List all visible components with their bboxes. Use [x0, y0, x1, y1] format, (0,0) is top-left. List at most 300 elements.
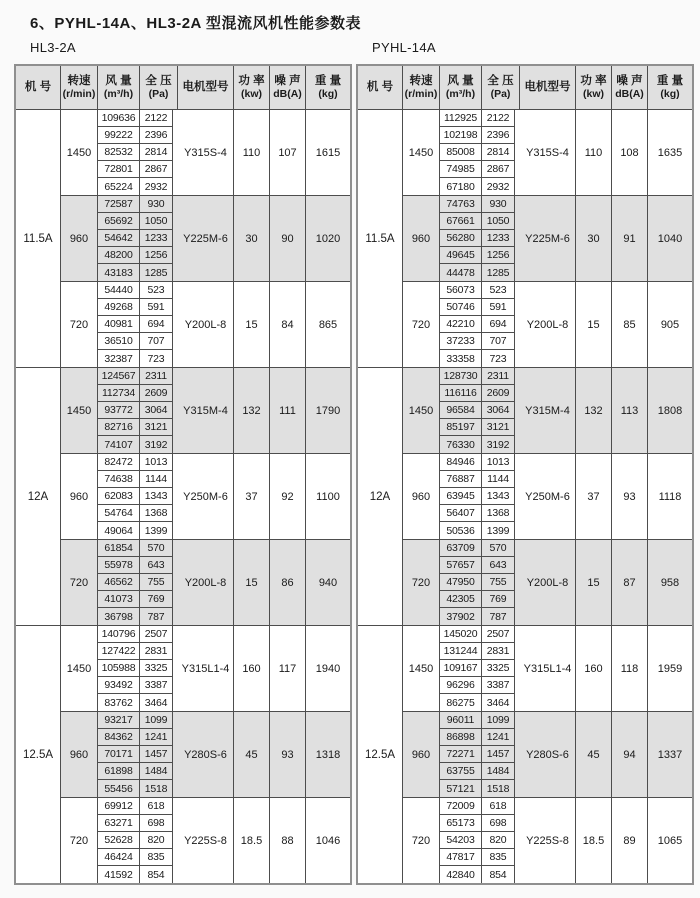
flow-pressure-row	[98, 660, 178, 677]
speed-group-row	[403, 281, 692, 367]
total-pressure-value: 1013	[482, 454, 515, 471]
speed-groups	[403, 626, 692, 883]
air-volume-value: 56280	[440, 230, 482, 247]
flow-pressure-row	[98, 763, 178, 780]
header-speed: 转速 (r/min)	[61, 66, 98, 109]
header-motor-model: 电机型号	[520, 66, 576, 109]
power-cell: 132	[234, 368, 270, 453]
speed-cell: 960	[61, 454, 98, 539]
air-volume-value: 72587	[98, 196, 140, 213]
air-volume-value: 33358	[440, 350, 482, 367]
total-pressure-value: 769	[482, 591, 515, 608]
air-volume-value: 54203	[440, 832, 482, 849]
power-cell: 18.5	[234, 798, 270, 883]
speed-cell: 720	[61, 798, 98, 883]
air-volume-value: 82472	[98, 454, 140, 471]
air-volume-value: 57121	[440, 780, 482, 797]
air-volume-value: 37233	[440, 333, 482, 350]
flow-pressure-row	[98, 643, 178, 660]
motor-model-cell: Y315S-4	[520, 110, 576, 195]
air-volume-value: 76330	[440, 436, 482, 453]
air-volume-value: 93217	[98, 712, 140, 729]
flow-pressure-row	[440, 178, 520, 195]
weight-cell: 1020	[315, 232, 341, 245]
air-volume-value: 109636	[98, 110, 140, 127]
speed-cell: 960	[403, 196, 440, 281]
total-pressure-value: 1343	[140, 488, 173, 505]
total-pressure-value: 1399	[140, 522, 173, 539]
noise-cell: 86	[270, 540, 306, 625]
motor-model-cell: Y200L-8	[178, 540, 234, 625]
air-volume-value: 47817	[440, 849, 482, 866]
speed-cell: 1450	[403, 368, 440, 453]
total-pressure-value: 694	[482, 316, 515, 333]
speed-cell: 720	[61, 540, 98, 625]
weight-cell: 905	[660, 318, 680, 331]
speed-group-row	[61, 195, 350, 281]
air-volume-value: 50746	[440, 299, 482, 316]
motor-model-cell: Y250M-6	[520, 454, 576, 539]
speed-cell: 720	[403, 282, 440, 367]
flow-pressure-row	[440, 677, 520, 694]
power-cell: 45	[576, 712, 612, 797]
speed-group-row	[403, 711, 692, 797]
flow-pressure-row	[98, 591, 178, 608]
flow-pressure-row	[98, 798, 178, 815]
air-volume-value: 84946	[440, 454, 482, 471]
air-volume-value: 36798	[98, 608, 140, 625]
power-cell: 37	[234, 454, 270, 539]
speed-group-row	[403, 453, 692, 539]
power-cell: 110	[576, 110, 612, 195]
machine-block	[16, 367, 350, 625]
air-volume-value: 32387	[98, 350, 140, 367]
power-cell: 15	[234, 540, 270, 625]
air-volume-value: 72271	[440, 746, 482, 763]
flow-pressure-row	[440, 729, 520, 746]
air-volume-value: 65224	[98, 178, 140, 195]
air-volume-value: 56407	[440, 505, 482, 522]
flow-pressure-row	[98, 505, 178, 522]
air-volume-value: 85197	[440, 419, 482, 436]
total-pressure-value: 1399	[482, 522, 515, 539]
header-speed: 转速 (r/min)	[403, 66, 440, 109]
flow-pressure-row	[98, 178, 178, 195]
air-volume-value: 83762	[98, 694, 140, 711]
machine-number-cell: 12A	[358, 368, 403, 625]
total-pressure-value: 1484	[140, 763, 173, 780]
power-cell: 15	[234, 282, 270, 367]
total-pressure-value: 523	[482, 282, 515, 299]
flow-pressure-row	[440, 196, 520, 213]
total-pressure-value: 2831	[482, 643, 515, 660]
flow-pressure-row	[440, 385, 520, 402]
air-volume-value: 49268	[98, 299, 140, 316]
total-pressure-value: 2396	[140, 127, 173, 144]
flow-pressure-row	[98, 866, 178, 883]
flow-pressure-strip	[98, 798, 178, 883]
total-pressure-value: 2814	[482, 144, 515, 161]
air-volume-value: 65692	[98, 213, 140, 230]
speed-cell: 720	[403, 798, 440, 883]
machine-number-cell: 11.5A	[16, 110, 61, 367]
total-pressure-value: 1099	[140, 712, 173, 729]
speed-group-row	[61, 626, 350, 711]
total-pressure-value: 769	[140, 591, 173, 608]
flow-pressure-strip	[440, 798, 520, 883]
air-volume-value: 74763	[440, 196, 482, 213]
noise-cell: 111	[270, 368, 306, 453]
total-pressure-value: 854	[482, 866, 515, 883]
power-cell: 110	[234, 110, 270, 195]
flow-pressure-row	[98, 832, 178, 849]
speed-group-row	[61, 453, 350, 539]
header-noise: 噪 声 dB(A)	[270, 66, 306, 109]
performance-table-pyhl-14a	[356, 64, 694, 885]
air-volume-value: 44478	[440, 264, 482, 281]
total-pressure-value: 643	[482, 557, 515, 574]
flow-pressure-row	[440, 333, 520, 350]
air-volume-value: 72801	[98, 161, 140, 178]
noise-cell: 118	[612, 626, 648, 711]
flow-pressure-strip	[98, 110, 178, 195]
flow-pressure-row	[98, 282, 178, 299]
total-pressure-value: 3064	[140, 402, 173, 419]
power-cell: 37	[576, 454, 612, 539]
total-pressure-value: 1518	[482, 780, 515, 797]
total-pressure-value: 1099	[482, 712, 515, 729]
air-volume-value: 55978	[98, 557, 140, 574]
total-pressure-value: 854	[140, 866, 173, 883]
air-volume-value: 63709	[440, 540, 482, 557]
total-pressure-value: 1285	[482, 264, 515, 281]
flow-pressure-row	[440, 505, 520, 522]
flow-pressure-strip	[440, 196, 520, 281]
flow-pressure-row	[440, 213, 520, 230]
flow-pressure-row	[98, 557, 178, 574]
total-pressure-value: 591	[482, 299, 515, 316]
speed-cell: 1450	[61, 368, 98, 453]
speed-groups	[61, 626, 350, 883]
speed-group-row	[61, 110, 350, 195]
total-pressure-value: 2867	[140, 161, 173, 178]
air-volume-value: 99222	[98, 127, 140, 144]
air-volume-value: 128730	[440, 368, 482, 385]
air-volume-value: 84362	[98, 729, 140, 746]
air-volume-value: 112734	[98, 385, 140, 402]
total-pressure-value: 1050	[140, 213, 173, 230]
weight-cell: 1040	[657, 232, 683, 245]
air-volume-value: 74638	[98, 471, 140, 488]
flow-pressure-row	[98, 333, 178, 350]
total-pressure-value: 930	[140, 196, 173, 213]
total-pressure-value: 1518	[140, 780, 173, 797]
noise-cell: 92	[270, 454, 306, 539]
air-volume-value: 140796	[98, 626, 140, 643]
air-volume-value: 86275	[440, 694, 482, 711]
flow-pressure-row	[440, 815, 520, 832]
weight-cell: 1118	[658, 490, 682, 503]
table-body-pyhl-14a	[358, 110, 692, 883]
power-cell: 30	[576, 196, 612, 281]
performance-table-hl3-2a	[14, 64, 352, 885]
air-volume-value: 105988	[98, 660, 140, 677]
weight-cell: 1337	[657, 748, 683, 761]
speed-cell: 960	[61, 196, 98, 281]
total-pressure-value: 2311	[482, 368, 515, 385]
air-volume-value: 109167	[440, 660, 482, 677]
total-pressure-value: 3192	[140, 436, 173, 453]
machine-number-cell: 12.5A	[358, 626, 403, 883]
air-volume-value: 48200	[98, 247, 140, 264]
weight-cell: 958	[660, 576, 680, 589]
flow-pressure-row	[440, 866, 520, 883]
power-cell: 160	[576, 626, 612, 711]
header-noise: 噪 声 dB(A)	[612, 66, 648, 109]
total-pressure-value: 1484	[482, 763, 515, 780]
total-pressure-value: 1144	[140, 471, 173, 488]
header-weight: 重 量 (kg)	[656, 74, 684, 101]
flow-pressure-row	[98, 316, 178, 333]
total-pressure-value: 707	[140, 333, 173, 350]
total-pressure-value: 3464	[482, 694, 515, 711]
flow-pressure-row	[98, 161, 178, 178]
flow-pressure-row	[98, 471, 178, 488]
motor-model-cell: Y225M-6	[178, 196, 234, 281]
total-pressure-value: 787	[482, 608, 515, 625]
flow-pressure-row	[98, 213, 178, 230]
total-pressure-value: 835	[140, 849, 173, 866]
speed-group-row	[61, 797, 350, 883]
header-weight: 重 量 (kg)	[314, 74, 342, 101]
flow-pressure-strip	[98, 626, 178, 711]
flow-pressure-row	[440, 436, 520, 453]
flow-pressure-row	[98, 436, 178, 453]
total-pressure-value: 3121	[140, 419, 173, 436]
flow-pressure-row	[98, 540, 178, 557]
flow-pressure-row	[440, 540, 520, 557]
header-total-pressure: 全 压 (Pa)	[482, 66, 520, 109]
table-header-row	[16, 66, 350, 110]
total-pressure-value: 1013	[140, 454, 173, 471]
air-volume-value: 74107	[98, 436, 140, 453]
motor-model-cell: Y315M-4	[520, 368, 576, 453]
total-pressure-value: 1285	[140, 264, 173, 281]
motor-model-cell: Y200L-8	[520, 282, 576, 367]
machine-block	[358, 625, 692, 883]
flow-pressure-row	[440, 282, 520, 299]
flow-pressure-strip	[440, 712, 520, 797]
speed-group-row	[61, 368, 350, 453]
speed-cell: 1450	[403, 626, 440, 711]
flow-pressure-row	[98, 110, 178, 127]
header-total-pressure: 全 压 (Pa)	[140, 66, 178, 109]
flow-pressure-row	[440, 694, 520, 711]
speed-cell: 720	[61, 282, 98, 367]
flow-pressure-row	[98, 746, 178, 763]
total-pressure-value: 570	[482, 540, 515, 557]
power-cell: 132	[576, 368, 612, 453]
total-pressure-value: 930	[482, 196, 515, 213]
header-air-volume: 风 量 (m³/h)	[440, 66, 482, 109]
flow-pressure-row	[440, 660, 520, 677]
weight-cell: 1046	[315, 834, 341, 847]
flow-pressure-row	[98, 488, 178, 505]
machine-number-cell: 12.5A	[16, 626, 61, 883]
noise-cell: 113	[612, 368, 648, 453]
total-pressure-value: 2396	[482, 127, 515, 144]
flow-pressure-row	[440, 488, 520, 505]
total-pressure-value: 1241	[140, 729, 173, 746]
flow-pressure-row	[440, 522, 520, 539]
speed-group-row	[61, 539, 350, 625]
total-pressure-value: 2311	[140, 368, 173, 385]
weight-cell: 865	[318, 318, 338, 331]
motor-model-cell: Y250M-6	[178, 454, 234, 539]
flow-pressure-row	[98, 815, 178, 832]
flow-pressure-row	[440, 350, 520, 367]
air-volume-value: 42305	[440, 591, 482, 608]
air-volume-value: 56073	[440, 282, 482, 299]
total-pressure-value: 1368	[482, 505, 515, 522]
flow-pressure-row	[440, 247, 520, 264]
speed-cell: 960	[61, 712, 98, 797]
noise-cell: 107	[270, 110, 306, 195]
total-pressure-value: 3121	[482, 419, 515, 436]
total-pressure-value: 1343	[482, 488, 515, 505]
air-volume-value: 57657	[440, 557, 482, 574]
machine-number-cell: 11.5A	[358, 110, 403, 367]
flow-pressure-row	[98, 694, 178, 711]
total-pressure-value: 1233	[140, 230, 173, 247]
total-pressure-value: 2507	[140, 626, 173, 643]
page-title: 6、PYHL-14A、HL3-2A 型混流风机性能参数表	[30, 15, 361, 32]
flow-pressure-strip	[98, 454, 178, 539]
total-pressure-value: 643	[140, 557, 173, 574]
header-motor-model: 电机型号	[178, 66, 234, 109]
machine-block	[358, 367, 692, 625]
air-volume-value: 46424	[98, 849, 140, 866]
air-volume-value: 65173	[440, 815, 482, 832]
air-volume-value: 102198	[440, 127, 482, 144]
total-pressure-value: 3192	[482, 436, 515, 453]
noise-cell: 93	[612, 454, 648, 539]
speed-cell: 1450	[61, 110, 98, 195]
air-volume-value: 42210	[440, 316, 482, 333]
flow-pressure-row	[440, 746, 520, 763]
air-volume-value: 40981	[98, 316, 140, 333]
total-pressure-value: 787	[140, 608, 173, 625]
speed-group-row	[403, 368, 692, 453]
motor-model-cell: Y225S-8	[178, 798, 234, 883]
total-pressure-value: 723	[482, 350, 515, 367]
weight-cell: 1100	[316, 490, 340, 503]
weight-cell: 1318	[315, 748, 341, 761]
air-volume-value: 93772	[98, 402, 140, 419]
motor-model-cell: Y200L-8	[520, 540, 576, 625]
total-pressure-value: 755	[140, 574, 173, 591]
air-volume-value: 145020	[440, 626, 482, 643]
flow-pressure-row	[98, 230, 178, 247]
flow-pressure-row	[440, 368, 520, 385]
total-pressure-value: 698	[140, 815, 173, 832]
air-volume-value: 61898	[98, 763, 140, 780]
table-body-hl3-2a	[16, 110, 350, 883]
flow-pressure-row	[98, 849, 178, 866]
speed-group-row	[403, 195, 692, 281]
flow-pressure-row	[440, 643, 520, 660]
flow-pressure-row	[98, 626, 178, 643]
air-volume-value: 36510	[98, 333, 140, 350]
air-volume-value: 96584	[440, 402, 482, 419]
speed-groups	[403, 368, 692, 625]
air-volume-value: 82716	[98, 419, 140, 436]
air-volume-value: 76887	[440, 471, 482, 488]
air-volume-value: 50536	[440, 522, 482, 539]
flow-pressure-strip	[440, 110, 520, 195]
total-pressure-value: 2609	[482, 385, 515, 402]
weight-cell: 1065	[657, 834, 683, 847]
flow-pressure-row	[440, 110, 520, 127]
flow-pressure-row	[440, 230, 520, 247]
motor-model-cell: Y280S-6	[520, 712, 576, 797]
header-machine-no: 机 号	[358, 66, 403, 109]
total-pressure-value: 1457	[482, 746, 515, 763]
machine-block	[16, 110, 350, 367]
noise-cell: 93	[270, 712, 306, 797]
total-pressure-value: 694	[140, 316, 173, 333]
air-volume-value: 63271	[98, 815, 140, 832]
total-pressure-value: 3387	[140, 677, 173, 694]
flow-pressure-row	[98, 454, 178, 471]
flow-pressure-row	[98, 144, 178, 161]
noise-cell: 108	[612, 110, 648, 195]
total-pressure-value: 3464	[140, 694, 173, 711]
flow-pressure-row	[98, 574, 178, 591]
noise-cell: 89	[612, 798, 648, 883]
total-pressure-value: 1241	[482, 729, 515, 746]
air-volume-value: 63755	[440, 763, 482, 780]
table-label-hl3-2a: HL3-2A	[30, 40, 76, 55]
air-volume-value: 41073	[98, 591, 140, 608]
machine-block	[358, 110, 692, 367]
flow-pressure-row	[440, 419, 520, 436]
total-pressure-value: 523	[140, 282, 173, 299]
flow-pressure-row	[440, 832, 520, 849]
motor-model-cell: Y225S-8	[520, 798, 576, 883]
air-volume-value: 62083	[98, 488, 140, 505]
total-pressure-value: 570	[140, 540, 173, 557]
speed-cell: 720	[403, 540, 440, 625]
flow-pressure-strip	[98, 196, 178, 281]
weight-cell: 1635	[657, 146, 683, 159]
flow-pressure-row	[440, 849, 520, 866]
air-volume-value: 124567	[98, 368, 140, 385]
flow-pressure-row	[440, 626, 520, 643]
flow-pressure-row	[98, 264, 178, 281]
total-pressure-value: 2609	[140, 385, 173, 402]
flow-pressure-row	[440, 798, 520, 815]
total-pressure-value: 3387	[482, 677, 515, 694]
total-pressure-value: 2932	[482, 178, 515, 195]
flow-pressure-row	[98, 677, 178, 694]
weight-cell: 1790	[315, 404, 341, 417]
total-pressure-value: 2814	[140, 144, 173, 161]
flow-pressure-strip	[98, 282, 178, 367]
total-pressure-value: 835	[482, 849, 515, 866]
noise-cell: 91	[612, 196, 648, 281]
speed-cell: 960	[403, 712, 440, 797]
